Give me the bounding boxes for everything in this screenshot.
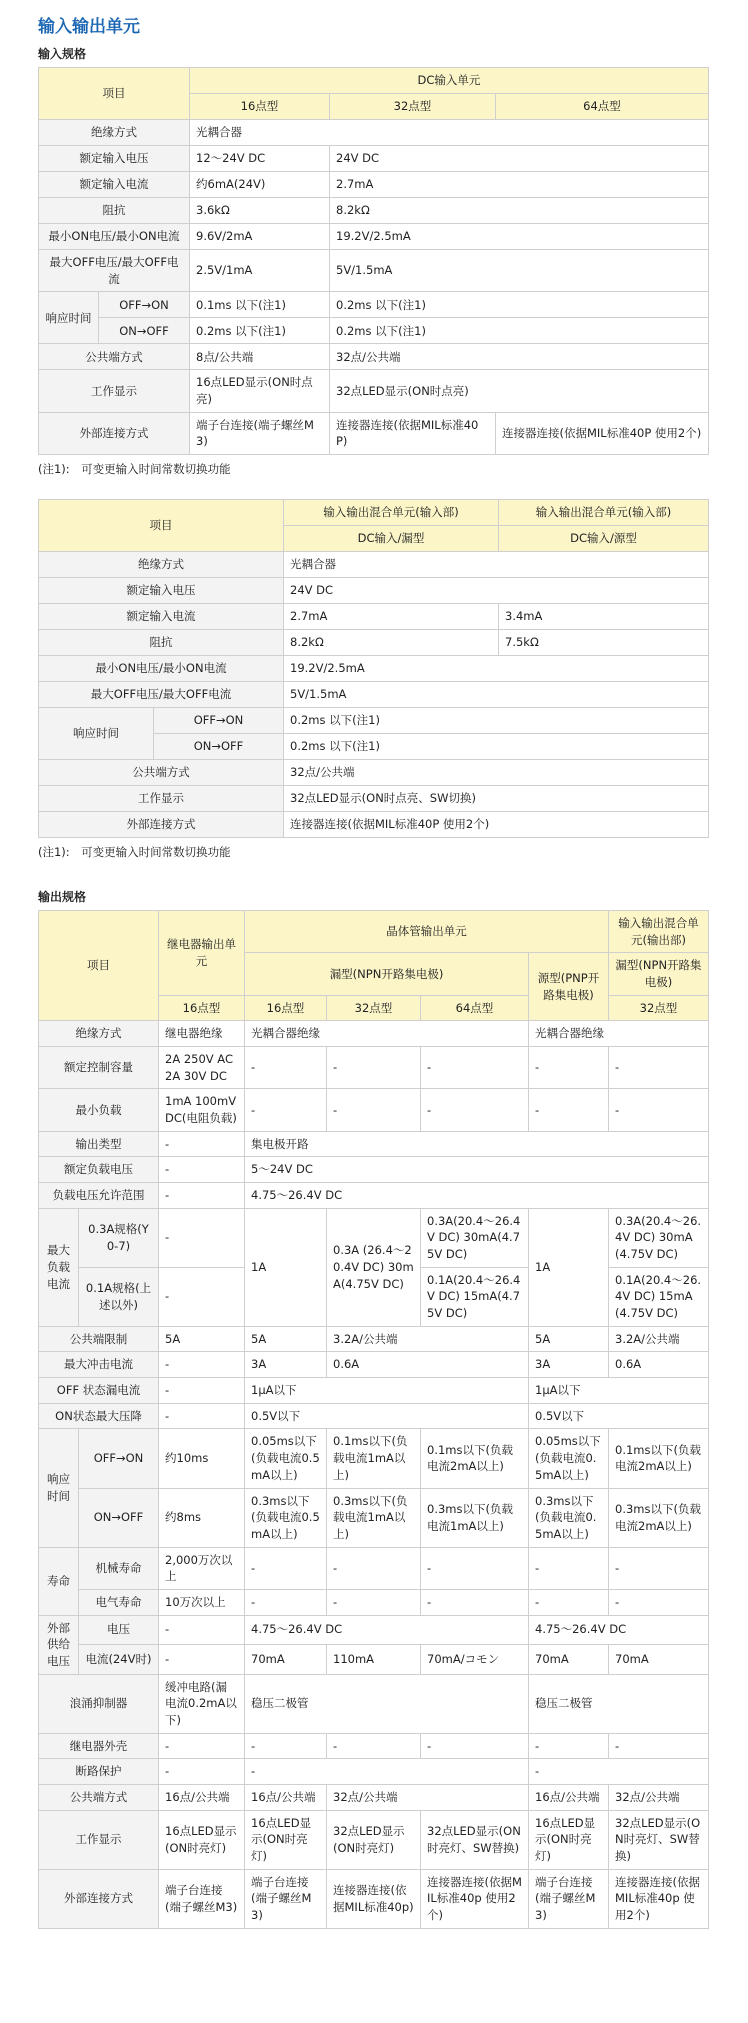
footnote: (注1): 可变更输入时间常数切换功能 xyxy=(38,845,231,860)
cell-value: 2.5V/1mA xyxy=(190,250,330,292)
cell-value: 1μA以下 xyxy=(529,1378,709,1404)
cell-value: - xyxy=(609,1089,709,1131)
sub-row-label: 0.3A规格(Y0-7) xyxy=(79,1208,159,1267)
cell-value: 2A 250V AC 2A 30V DC xyxy=(159,1047,245,1089)
output-spec-table xyxy=(38,910,709,1929)
sub-row-label: 电气寿命 xyxy=(79,1589,159,1615)
row-label: 外部供给电压 xyxy=(39,1615,79,1674)
cell-value: 端子台连接(端子螺丝M3) xyxy=(529,1869,609,1928)
cell-value: 5～24V DC xyxy=(245,1157,709,1183)
col-64-header: 64点型 xyxy=(421,995,529,1021)
col-item-header: 项目 xyxy=(39,911,159,1021)
col-source-header: DC输入/源型 xyxy=(499,526,709,552)
cell-value: 0.2ms 以下(注1) xyxy=(330,292,709,318)
cell-value: 1A xyxy=(245,1208,327,1326)
cell-value: - xyxy=(421,1733,529,1759)
cell-value: 16点LED显示(ON时亮灯) xyxy=(159,1810,245,1869)
row-label: 公共端方式 xyxy=(39,760,284,786)
cell-value: 连接器连接(依据MIL标准40p 使用2个) xyxy=(421,1869,529,1928)
output-spec-heading: 输出规格 xyxy=(38,890,87,905)
col-transistor-header: 晶体管输出单元 xyxy=(245,911,609,953)
col-16-header: 16点型 xyxy=(190,94,330,120)
cell-value: 0.3ms以下(负载电流0.5mA以上) xyxy=(529,1488,609,1547)
cell-value: 0.6A xyxy=(327,1352,529,1378)
row-label: 最小ON电压/最小ON电流 xyxy=(39,224,190,250)
cell-value: - xyxy=(529,1759,709,1785)
sub-row-label: OFF→ON xyxy=(154,708,284,734)
row-label: 额定输入电压 xyxy=(39,146,190,172)
row-label: 最大负载电流 xyxy=(39,1208,79,1326)
row-label: ON状态最大压降 xyxy=(39,1403,159,1429)
row-label: 继电器外壳 xyxy=(39,1733,159,1759)
cell-value: 0.2ms 以下(注1) xyxy=(284,708,709,734)
cell-value: 0.5V以下 xyxy=(529,1403,709,1429)
row-label: 工作显示 xyxy=(39,786,284,812)
row-label: 绝缘方式 xyxy=(39,552,284,578)
row-label: 断路保护 xyxy=(39,1759,159,1785)
col-mixed-header: 输入输出混合单元(输出部) xyxy=(609,911,709,953)
cell-value: - xyxy=(609,1047,709,1089)
cell-value: - xyxy=(327,1047,421,1089)
cell-value: 1μA以下 xyxy=(245,1378,529,1404)
cell-value: 2.7mA xyxy=(284,604,499,630)
cell-value: 1A xyxy=(529,1208,609,1326)
cell-value: - xyxy=(159,1759,245,1785)
cell-value: 0.1A(20.4～26.4V DC) 15mA(4.75V DC) xyxy=(609,1267,709,1326)
cell-value: 3.2A/公共端 xyxy=(327,1326,529,1352)
cell-value: 约10ms xyxy=(159,1429,245,1488)
col-group-header: 输入输出混合单元(输入部) xyxy=(499,500,709,526)
cell-value: 4.75～26.4V DC xyxy=(529,1615,709,1645)
cell-value: - xyxy=(159,1157,245,1183)
sub-row-label: ON→OFF xyxy=(154,734,284,760)
cell-value: 16点LED显示(ON时亮灯) xyxy=(529,1810,609,1869)
cell-value: 3.2A/公共端 xyxy=(609,1326,709,1352)
cell-value: - xyxy=(159,1131,245,1157)
cell-value: - xyxy=(609,1733,709,1759)
row-label: 最大OFF电压/最大OFF电流 xyxy=(39,682,284,708)
cell-value: 70mA xyxy=(245,1645,327,1675)
cell-value: 32点/公共端 xyxy=(284,760,709,786)
cell-value: 32点LED显示(ON时亮灯) xyxy=(327,1810,421,1869)
row-label: 外部连接方式 xyxy=(39,1869,159,1928)
row-label: OFF 状态漏电流 xyxy=(39,1378,159,1404)
cell-value: 16点/公共端 xyxy=(529,1784,609,1810)
sub-row-label: OFF→ON xyxy=(99,292,190,318)
sub-row-label: 0.1A规格(上述以外) xyxy=(79,1267,159,1326)
row-label: 额定输入电流 xyxy=(39,604,284,630)
cell-value: 0.1ms以下(负载电流1mA以上) xyxy=(327,1429,421,1488)
col-64-header: 64点型 xyxy=(496,94,709,120)
cell-value: - xyxy=(245,1089,327,1131)
cell-value: - xyxy=(245,1733,327,1759)
footnote: (注1): 可变更输入时间常数切换功能 xyxy=(38,462,231,477)
cell-value: 0.3ms以下(负载电流0.5mA以上) xyxy=(245,1488,327,1547)
cell-value: - xyxy=(327,1547,421,1589)
row-label: 额定负载电压 xyxy=(39,1157,159,1183)
sub-row-label: OFF→ON xyxy=(79,1429,159,1488)
row-label: 响应时间 xyxy=(39,292,99,344)
cell-value: - xyxy=(529,1047,609,1089)
cell-value: - xyxy=(159,1352,245,1378)
cell-value: 0.3A(20.4～26.4V DC) 30mA(4.75V DC) xyxy=(421,1208,529,1267)
cell-value: 0.3ms以下(负载电流2mA以上) xyxy=(609,1488,709,1547)
cell-value: 3.6kΩ xyxy=(190,198,330,224)
row-label: 阻抗 xyxy=(39,198,190,224)
cell-value: 0.1ms以下(负载电流2mA以上) xyxy=(421,1429,529,1488)
cell-value: - xyxy=(159,1208,245,1267)
row-label: 额定输入电压 xyxy=(39,578,284,604)
row-label: 外部连接方式 xyxy=(39,812,284,838)
cell-value: 光耦合器 xyxy=(284,552,709,578)
col-item-header: 项目 xyxy=(39,68,190,120)
col-group-header: DC输入单元 xyxy=(190,68,709,94)
page-title: 输入输出单元 xyxy=(38,17,140,37)
cell-value: 70mA xyxy=(609,1645,709,1675)
cell-value: 集电极开路 xyxy=(245,1131,709,1157)
cell-value: 32点LED显示(ON时点亮、SW切换) xyxy=(284,786,709,812)
sub-row-label: 机械寿命 xyxy=(79,1547,159,1589)
row-label: 公共端方式 xyxy=(39,344,190,370)
row-label: 额定控制容量 xyxy=(39,1047,159,1089)
cell-value: 0.2ms 以下(注1) xyxy=(190,318,330,344)
cell-value: 5V/1.5mA xyxy=(284,682,709,708)
cell-value: 10万次以上 xyxy=(159,1589,245,1615)
cell-value: - xyxy=(421,1047,529,1089)
cell-value: 3A xyxy=(529,1352,609,1378)
col-16-header: 16点型 xyxy=(245,995,327,1021)
cell-value: - xyxy=(529,1733,609,1759)
col-mixed-32-header: 32点型 xyxy=(609,995,709,1021)
cell-value: 12～24V DC xyxy=(190,146,330,172)
cell-value: - xyxy=(327,1089,421,1131)
cell-value: - xyxy=(159,1183,245,1209)
cell-value: 2,000万次以上 xyxy=(159,1547,245,1589)
cell-value: 光耦合器绝缘 xyxy=(245,1021,529,1047)
row-label: 负载电压允许范围 xyxy=(39,1183,159,1209)
cell-value: 0.1ms以下(负载电流2mA以上) xyxy=(609,1429,709,1488)
cell-value: 0.3A(20.4～26.4V DC) 30mA(4.75V DC) xyxy=(609,1208,709,1267)
cell-value: 7.5kΩ xyxy=(499,630,709,656)
cell-value: 0.2ms 以下(注1) xyxy=(284,734,709,760)
cell-value: - xyxy=(159,1615,245,1645)
col-relay-header: 继电器输出单元 xyxy=(159,911,245,996)
cell-value: 5A xyxy=(159,1326,245,1352)
cell-value: 8.2kΩ xyxy=(330,198,709,224)
cell-value: 端子台连接(端子螺丝M3) xyxy=(159,1869,245,1928)
cell-value: 缓冲电路(漏电流0.2mA以下) xyxy=(159,1674,245,1733)
cell-value: 19.2V/2.5mA xyxy=(284,656,709,682)
cell-value: - xyxy=(609,1547,709,1589)
cell-value: 5A xyxy=(245,1326,327,1352)
cell-value: 32点/公共端 xyxy=(609,1784,709,1810)
cell-value: 4.75～26.4V DC xyxy=(245,1183,709,1209)
cell-value: - xyxy=(245,1047,327,1089)
cell-value: 连接器连接(依据MIL标准40P 使用2个) xyxy=(284,812,709,838)
input-spec-table-1 xyxy=(38,67,709,455)
sub-row-label: ON→OFF xyxy=(99,318,190,344)
cell-value: - xyxy=(159,1403,245,1429)
cell-value: 5A xyxy=(529,1326,609,1352)
cell-value: - xyxy=(609,1589,709,1615)
cell-value: 0.2ms 以下(注1) xyxy=(330,318,709,344)
row-label: 绝缘方式 xyxy=(39,1021,159,1047)
row-label: 工作显示 xyxy=(39,370,190,412)
row-label: 阻抗 xyxy=(39,630,284,656)
cell-value: 110mA xyxy=(327,1645,421,1675)
cell-value: 0.1A(20.4～26.4V DC) 15mA(4.75V DC) xyxy=(421,1267,529,1326)
cell-value: 16点/公共端 xyxy=(245,1784,327,1810)
cell-value: 稳压二极管 xyxy=(245,1674,529,1733)
cell-value: 8点/公共端 xyxy=(190,344,330,370)
col-item-header: 项目 xyxy=(39,500,284,552)
cell-value: 0.3ms以下(负载电流1mA以上) xyxy=(421,1488,529,1547)
col-32-header: 32点型 xyxy=(327,995,421,1021)
col-source-header: 源型(PNP开路集电极) xyxy=(529,953,609,1021)
row-label: 浪涌抑制器 xyxy=(39,1674,159,1733)
cell-value: 0.6A xyxy=(609,1352,709,1378)
cell-value: - xyxy=(529,1547,609,1589)
cell-value: 继电器绝缘 xyxy=(159,1021,245,1047)
input-spec-heading: 输入规格 xyxy=(38,47,87,61)
cell-value: 光耦合器绝缘 xyxy=(529,1021,709,1047)
row-label: 额定输入电流 xyxy=(39,172,190,198)
row-label: 绝缘方式 xyxy=(39,120,190,146)
col-group-header: 输入输出混合单元(输入部) xyxy=(284,500,499,526)
cell-value: 32点LED显示(ON时点亮) xyxy=(330,370,709,412)
cell-value: 16点LED显示(ON时点亮) xyxy=(190,370,330,412)
cell-value: 0.05ms以下(负载电流0.5mA以上) xyxy=(529,1429,609,1488)
row-label: 寿命 xyxy=(39,1547,79,1615)
cell-value: 24V DC xyxy=(330,146,709,172)
cell-value: 0.1ms 以下(注1) xyxy=(190,292,330,318)
col-sink-header: DC输入/漏型 xyxy=(284,526,499,552)
cell-value: 连接器连接(依据MIL标准40p) xyxy=(327,1869,421,1928)
cell-value: 端子台连接(端子螺丝M3) xyxy=(190,412,330,454)
cell-value: 1mA 100mV DC(电阻负载) xyxy=(159,1089,245,1131)
cell-value: 70mA xyxy=(529,1645,609,1675)
cell-value: - xyxy=(159,1267,245,1326)
cell-value: 约8ms xyxy=(159,1488,245,1547)
row-label: 最小ON电压/最小ON电流 xyxy=(39,656,284,682)
cell-value: 4.75～26.4V DC xyxy=(245,1615,529,1645)
cell-value: - xyxy=(159,1645,245,1675)
row-label: 最大OFF电压/最大OFF电流 xyxy=(39,250,190,292)
col-mixed-sink-header: 漏型(NPN开路集电极) xyxy=(609,953,709,995)
cell-value: 16点/公共端 xyxy=(159,1784,245,1810)
cell-value: 稳压二极管 xyxy=(529,1674,709,1733)
cell-value: 端子台连接(端子螺丝M3) xyxy=(245,1869,327,1928)
cell-value: - xyxy=(529,1089,609,1131)
cell-value: 32点/公共端 xyxy=(327,1784,529,1810)
row-label: 公共端限制 xyxy=(39,1326,159,1352)
cell-value: 0.3ms以下(负载电流1mA以上) xyxy=(327,1488,421,1547)
row-label: 最小负载 xyxy=(39,1089,159,1131)
cell-value: 连接器连接(依据MIL标准40P 使用2个) xyxy=(496,412,709,454)
cell-value: 8.2kΩ xyxy=(284,630,499,656)
cell-value: 16点LED显示(ON时亮灯) xyxy=(245,1810,327,1869)
cell-value: 光耦合器 xyxy=(190,120,709,146)
cell-value: 32点LED显示(ON时亮灯、SW替换) xyxy=(421,1810,529,1869)
cell-value: 9.6V/2mA xyxy=(190,224,330,250)
cell-value: - xyxy=(245,1759,529,1785)
cell-value: 5V/1.5mA xyxy=(330,250,709,292)
cell-value: - xyxy=(421,1089,529,1131)
cell-value: 0.05ms以下(负载电流0.5mA以上) xyxy=(245,1429,327,1488)
sub-row-label: 电流(24V时) xyxy=(79,1645,159,1675)
cell-value: 2.7mA xyxy=(330,172,709,198)
cell-value: 24V DC xyxy=(284,578,709,604)
cell-value: 3A xyxy=(245,1352,327,1378)
cell-value: 0.5V以下 xyxy=(245,1403,529,1429)
input-spec-table-2 xyxy=(38,499,709,838)
row-label: 最大冲击电流 xyxy=(39,1352,159,1378)
cell-value: - xyxy=(529,1589,609,1615)
col-sink-header: 漏型(NPN开路集电极) xyxy=(245,953,529,995)
cell-value: 约6mA(24V) xyxy=(190,172,330,198)
col-relay-16-header: 16点型 xyxy=(159,995,245,1021)
cell-value: 3.4mA xyxy=(499,604,709,630)
row-label: 工作显示 xyxy=(39,1810,159,1869)
row-label: 输出类型 xyxy=(39,1131,159,1157)
sub-row-label: 电压 xyxy=(79,1615,159,1645)
cell-value: - xyxy=(245,1589,327,1615)
col-32-header: 32点型 xyxy=(330,94,496,120)
cell-value: 32点LED显示(ON时亮灯、SW替换) xyxy=(609,1810,709,1869)
row-label: 公共端方式 xyxy=(39,1784,159,1810)
cell-value: 连接器连接(依据MIL标准40p 使用2个) xyxy=(609,1869,709,1928)
sub-row-label: ON→OFF xyxy=(79,1488,159,1547)
cell-value: - xyxy=(159,1378,245,1404)
row-label: 响应时间 xyxy=(39,708,154,760)
cell-value: 19.2V/2.5mA xyxy=(330,224,709,250)
cell-value: 连接器连接(依据MIL标准40P) xyxy=(330,412,496,454)
cell-value: - xyxy=(245,1547,327,1589)
row-label: 响应时间 xyxy=(39,1429,79,1547)
cell-value: - xyxy=(327,1589,421,1615)
cell-value: 0.3A (26.4～20.4V DC) 30mA(4.75V DC) xyxy=(327,1208,421,1326)
cell-value: - xyxy=(159,1733,245,1759)
cell-value: 32点/公共端 xyxy=(330,344,709,370)
cell-value: - xyxy=(421,1547,529,1589)
cell-value: - xyxy=(327,1733,421,1759)
cell-value: 70mA/コモン xyxy=(421,1645,529,1675)
row-label: 外部连接方式 xyxy=(39,412,190,454)
cell-value: - xyxy=(421,1589,529,1615)
